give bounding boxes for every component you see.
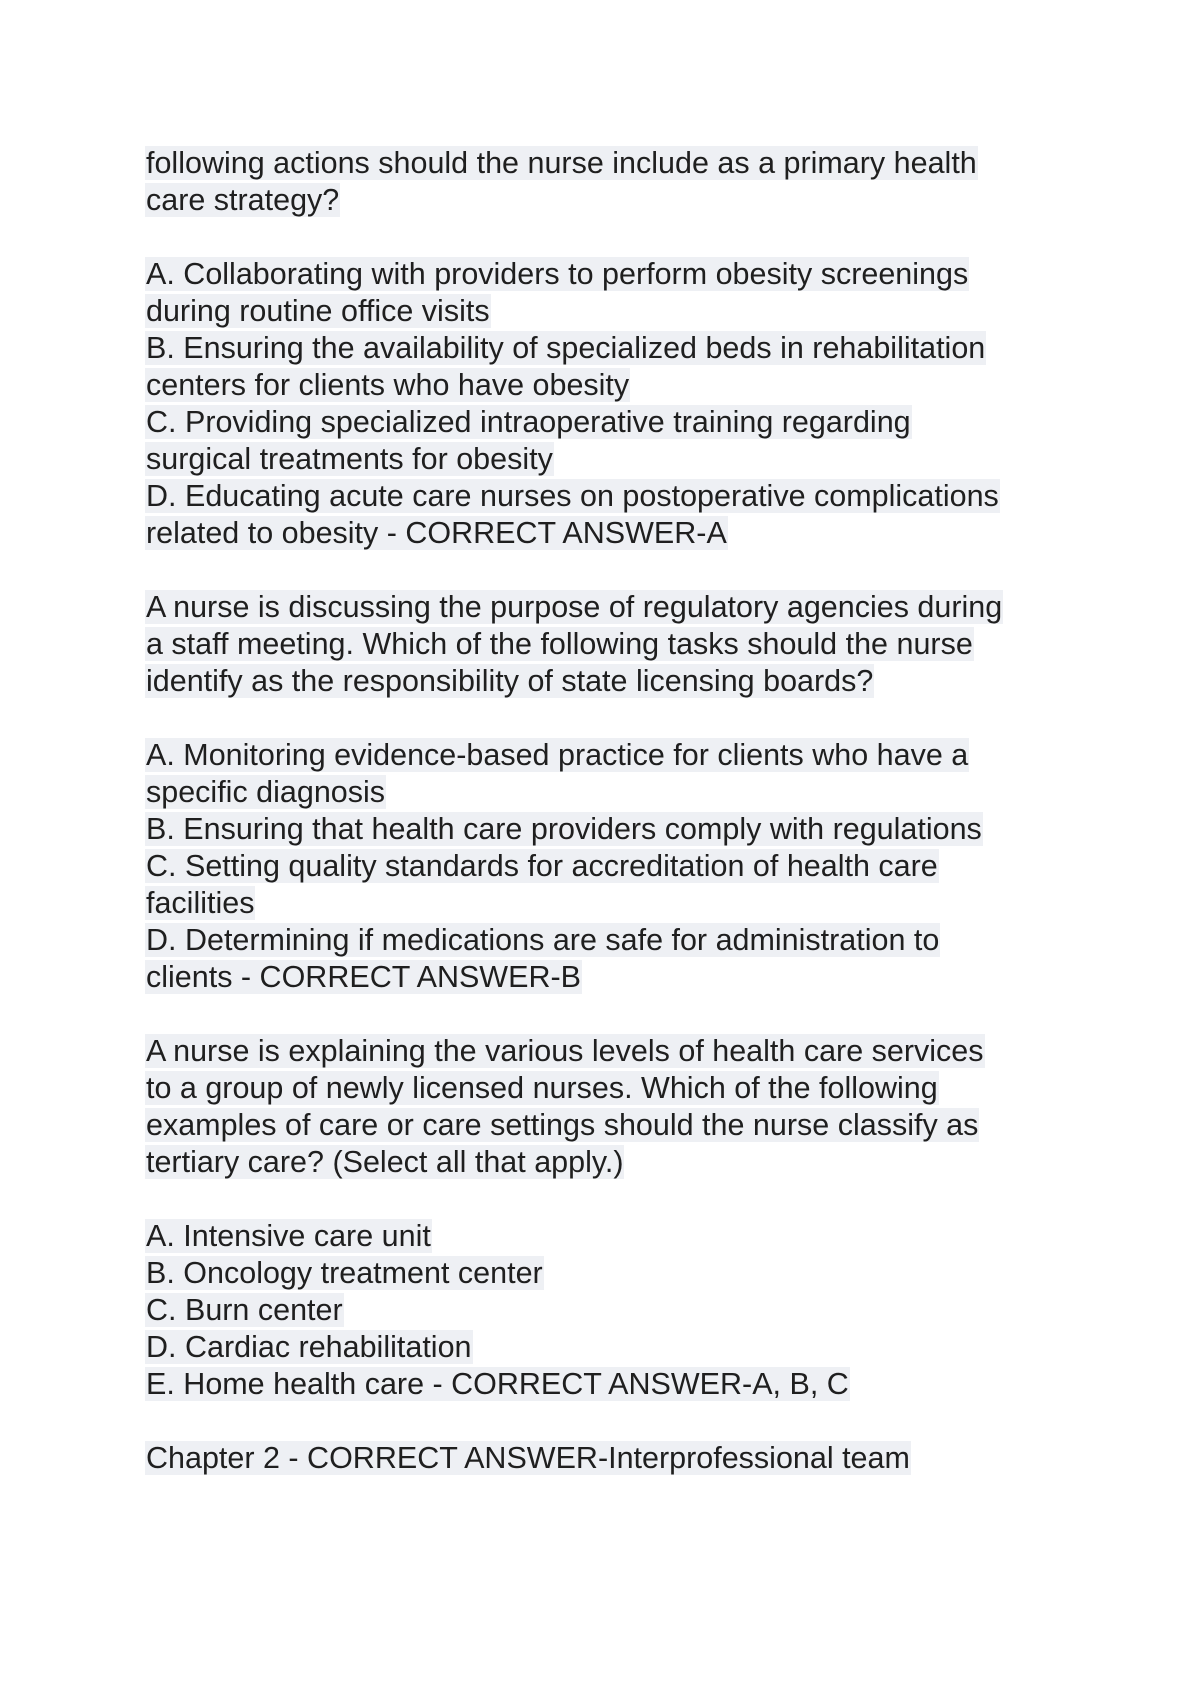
highlighted-text: D. Cardiac rehabilitation	[146, 1330, 472, 1364]
text-line	[145, 256, 1065, 293]
highlighted-text: D. Determining if medications are safe for administration to	[146, 923, 940, 957]
text-line	[145, 922, 1065, 959]
document-text	[145, 145, 1065, 1477]
text-line	[145, 885, 1065, 922]
blank-line	[145, 552, 1065, 589]
highlighted-text: care strategy?	[146, 183, 340, 217]
text-line	[145, 515, 1065, 552]
highlighted-text: E. Home health care - CORRECT ANSWER-A, B, C	[146, 1367, 849, 1401]
text-line	[145, 330, 1065, 367]
highlighted-text: C. Providing specialized intraoperative training regarding	[146, 405, 911, 439]
text-line	[145, 663, 1065, 700]
highlighted-text: tertiary care? (Select all that apply.)	[146, 1145, 624, 1179]
text-line	[145, 1144, 1065, 1181]
highlighted-text: centers for clients who have obesity	[146, 368, 630, 402]
text-line	[145, 959, 1065, 996]
highlighted-text: A nurse is explaining the various levels of health care services	[146, 1034, 984, 1068]
blank-line	[145, 700, 1065, 737]
text-line	[145, 1292, 1065, 1329]
highlighted-text: B. Ensuring that health care providers comply with regulations	[146, 812, 982, 846]
text-line	[145, 367, 1065, 404]
highlighted-text: following actions should the nurse include as a primary health	[146, 146, 977, 180]
highlighted-text: A. Monitoring evidence-based practice for clients who have a	[146, 738, 969, 772]
text-line	[145, 848, 1065, 885]
highlighted-text: facilities	[146, 886, 255, 920]
highlighted-text: A. Collaborating with providers to perform obesity screenings	[146, 257, 969, 291]
text-line	[145, 182, 1065, 219]
blank-line	[145, 219, 1065, 256]
blank-line	[145, 1403, 1065, 1440]
highlighted-text: A nurse is discussing the purpose of regulatory agencies during	[146, 590, 1003, 624]
text-line	[145, 737, 1065, 774]
blank-line	[145, 1181, 1065, 1218]
text-line	[145, 1329, 1065, 1366]
text-line	[145, 404, 1065, 441]
blank-line	[145, 996, 1065, 1033]
highlighted-text: surgical treatments for obesity	[146, 442, 553, 476]
text-line	[145, 811, 1065, 848]
text-line	[145, 441, 1065, 478]
highlighted-text: Chapter 2 - CORRECT ANSWER-Interprofessional team	[146, 1441, 910, 1475]
text-line	[145, 478, 1065, 515]
highlighted-text: related to obesity - CORRECT ANSWER-A	[146, 516, 727, 550]
text-line	[145, 1070, 1065, 1107]
highlighted-text: examples of care or care settings should the nurse classify as	[146, 1108, 979, 1142]
highlighted-text: identify as the responsibility of state licensing boards?	[146, 664, 874, 698]
text-line	[145, 1366, 1065, 1403]
highlighted-text: B. Oncology treatment center	[146, 1256, 543, 1290]
highlighted-text: B. Ensuring the availability of specialized beds in rehabilitation	[146, 331, 986, 365]
text-line	[145, 145, 1065, 182]
text-line	[145, 1440, 1065, 1477]
highlighted-text: to a group of newly licensed nurses. Which of the following	[146, 1071, 938, 1105]
text-line	[145, 626, 1065, 663]
text-line	[145, 1107, 1065, 1144]
highlighted-text: specific diagnosis	[146, 775, 386, 809]
highlighted-text: C. Setting quality standards for accreditation of health care	[146, 849, 938, 883]
text-line	[145, 589, 1065, 626]
highlighted-text: during routine office visits	[146, 294, 490, 328]
text-line	[145, 1033, 1065, 1070]
highlighted-text: D. Educating acute care nurses on postoperative complications	[146, 479, 999, 513]
text-line	[145, 774, 1065, 811]
text-line	[145, 293, 1065, 330]
highlighted-text: C. Burn center	[146, 1293, 343, 1327]
text-line	[145, 1218, 1065, 1255]
highlighted-text: clients - CORRECT ANSWER-B	[146, 960, 581, 994]
highlighted-text: a staff meeting. Which of the following tasks should the nurse	[146, 627, 973, 661]
text-line	[145, 1255, 1065, 1292]
highlighted-text: A. Intensive care unit	[146, 1219, 431, 1253]
